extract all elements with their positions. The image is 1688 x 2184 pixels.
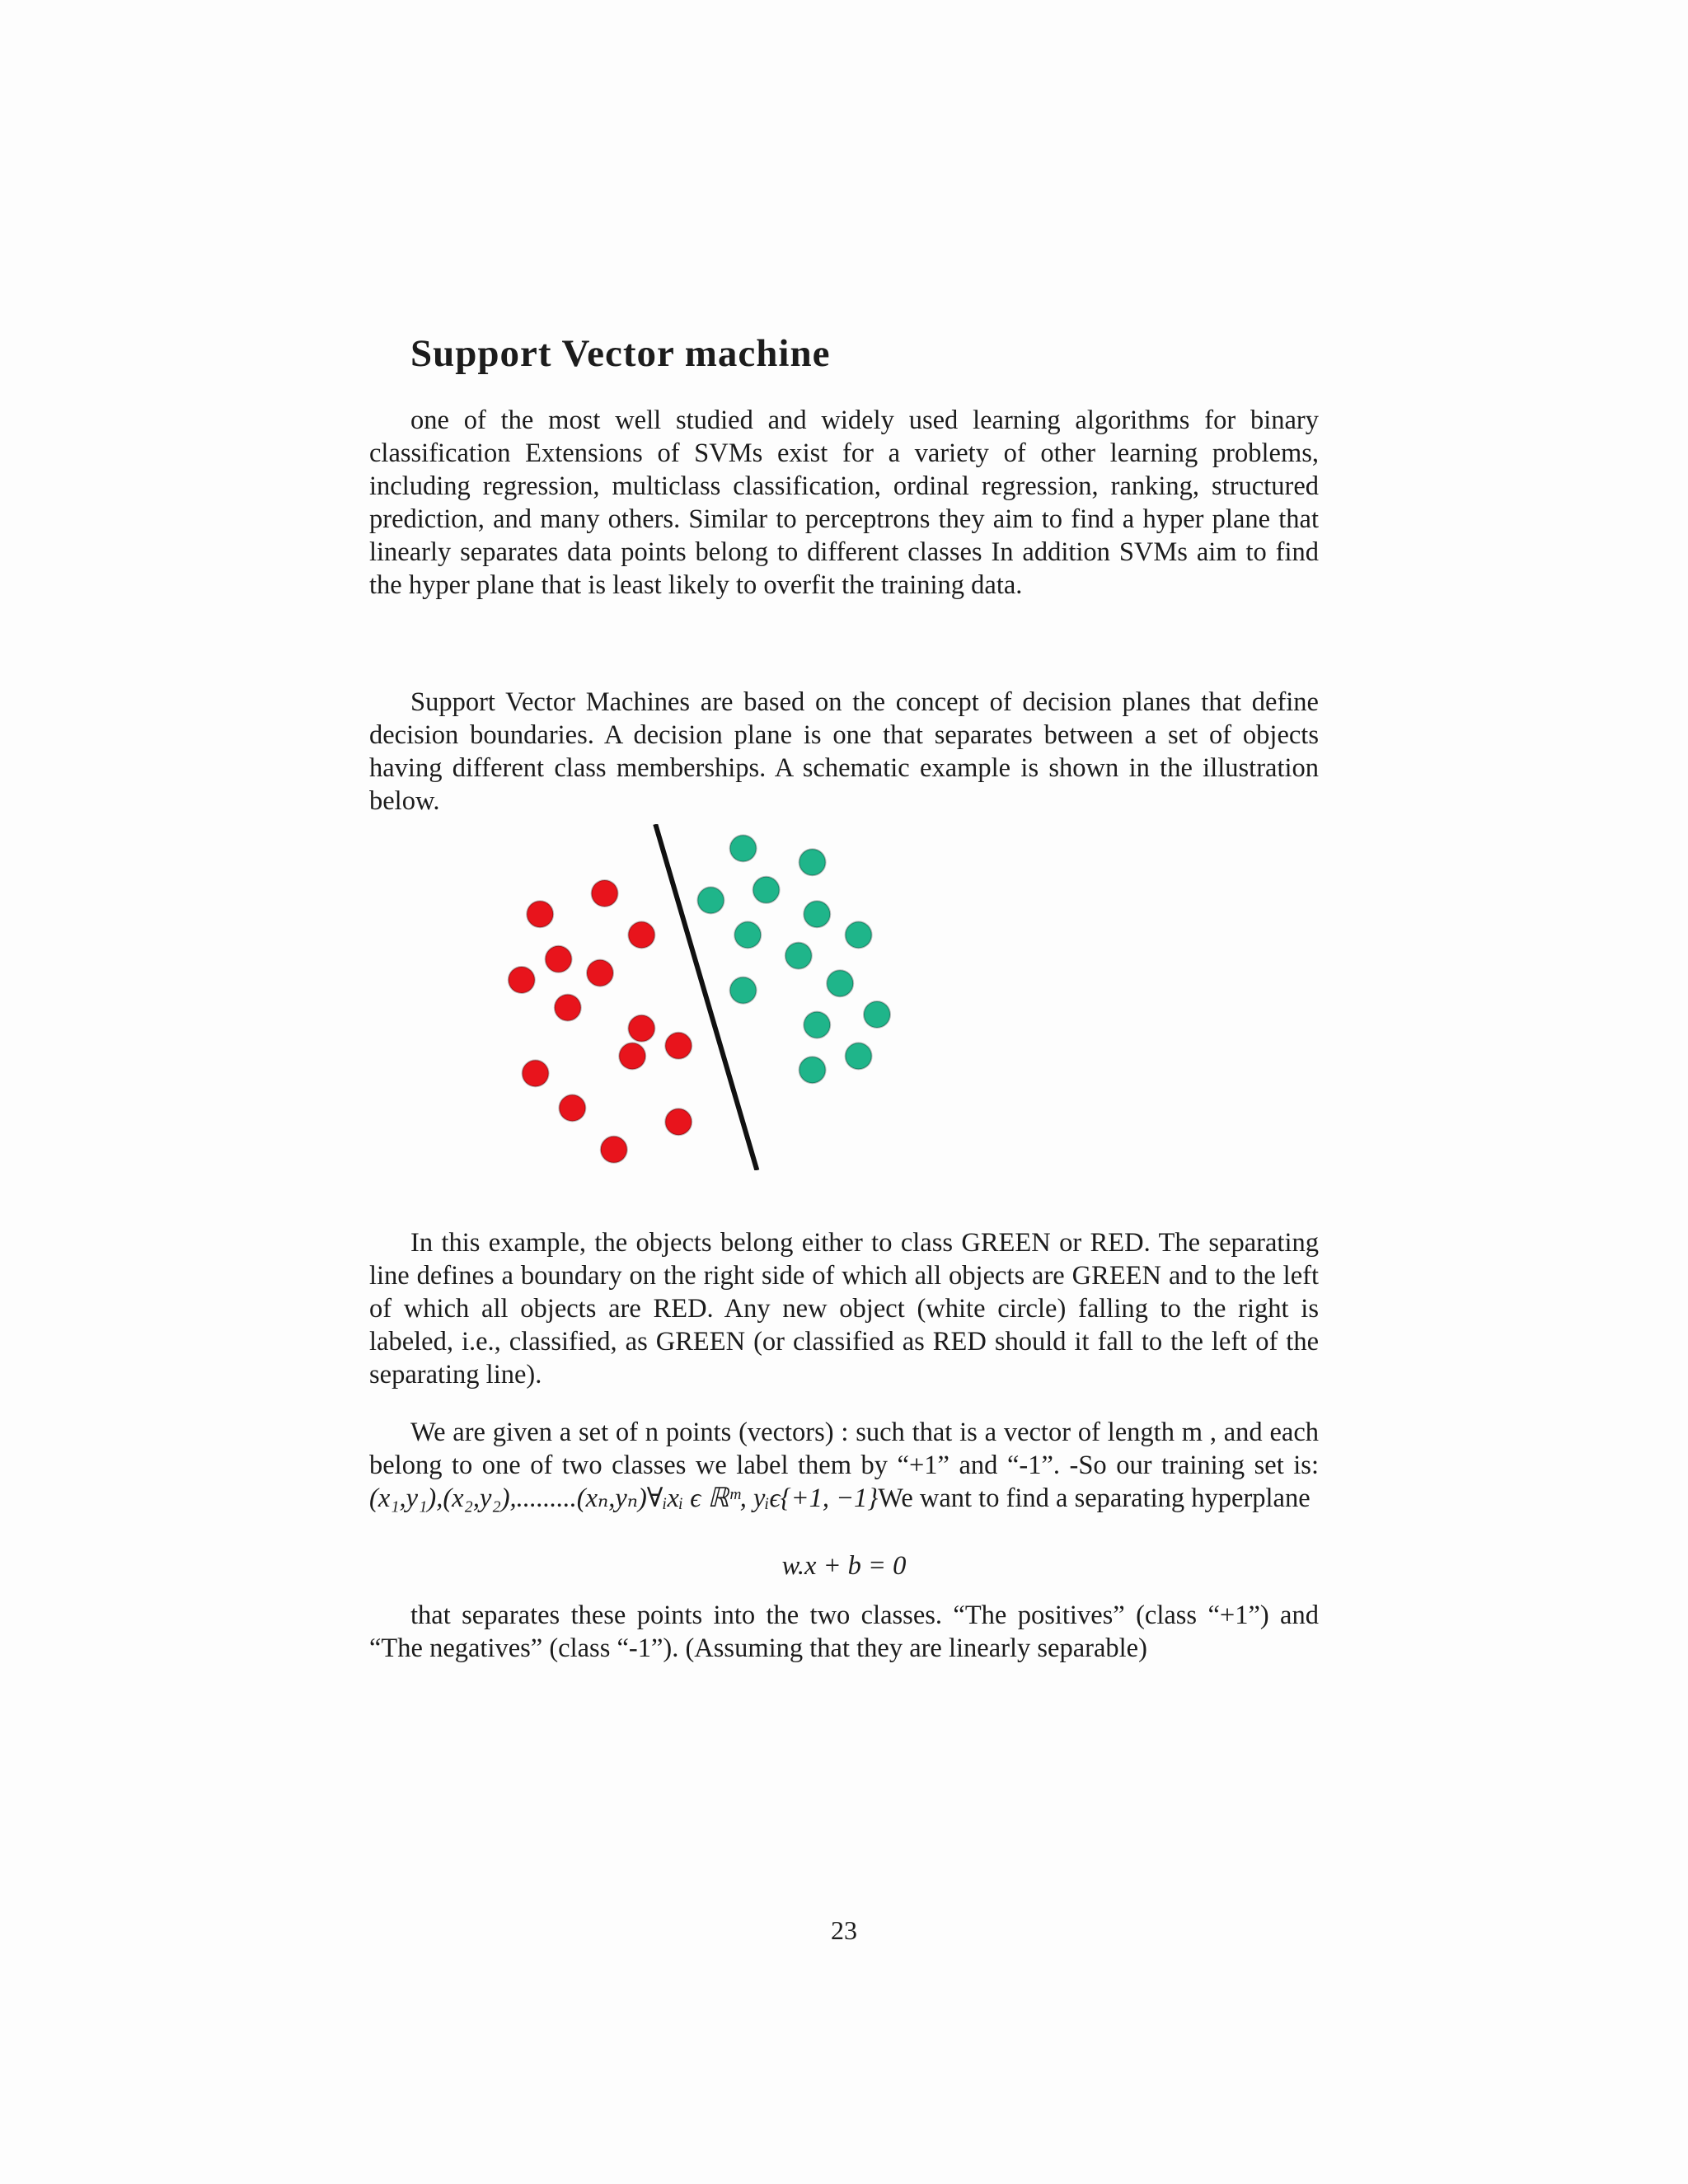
paragraph-training-set bbox=[369, 1416, 1319, 1515]
green-data-point bbox=[864, 1001, 890, 1028]
paragraph-intro: one of the most well studied and widely used learning algorithms for binary classification Extensions of SVMs exist for a variety of other learning problems, including regression, multiclass classification, ordinal regression, ranking, structured prediction, and many others. Similar to perceptrons they aim to find a hyper plane that linearly separates data points belong to different classes In addition SVMs aim to find the hyper plane that is least likely to overfit the training data. bbox=[369, 405, 1319, 600]
red-data-point bbox=[555, 995, 581, 1021]
training-set-math: (x₁,y₁),(x₂,y₂),.........(xₙ,yₙ)∀ᵢxᵢ ϵ ℝᵐ, yᵢϵ{+1, −1} bbox=[369, 1483, 879, 1513]
hyperplane-equation: w.x + b = 0 bbox=[781, 1551, 907, 1581]
green-data-point bbox=[730, 835, 757, 861]
red-data-point bbox=[527, 901, 553, 927]
paragraph-decision-planes: Support Vector Machines are based on the concept of decision planes that define decision boundaries. A decision plane is one that separates between a set of objects having different class memberships. A schematic example is shown in the illustration below. bbox=[369, 687, 1319, 816]
green-data-point bbox=[799, 1057, 826, 1083]
green-data-point bbox=[785, 943, 812, 969]
svm-illustration bbox=[462, 824, 923, 1170]
green-data-point bbox=[804, 901, 830, 927]
green-data-point bbox=[730, 977, 757, 1004]
red-data-point bbox=[628, 921, 654, 948]
paragraph-classes: that separates these points into the two classes. “The positives” (class “+1”) and “The negatives” (class “-1”). (Assuming that they are linearly separable) bbox=[369, 1601, 1319, 1663]
training-set-tail: We want to find a separating hyperplane bbox=[878, 1483, 1311, 1513]
green-data-point bbox=[804, 1012, 830, 1038]
red-data-point bbox=[546, 946, 572, 972]
red-data-point bbox=[587, 960, 613, 987]
training-set-text: We are given a set of n points (vectors) : such that is a vector of length m , and each belong to one of two classes we label them by “+1” and “-1”. -So our training set is: bbox=[369, 1418, 1319, 1480]
paragraph-example: In this example, the objects belong either to class GREEN or RED. The separating line defines a boundary on the right side of which all objects are GREEN and to the left of which all objects are RED. Any new object (white circle) falling to the right is labeled, i.e., classified, as GREEN (or classified as RED should it fall to the left of the separating line). bbox=[369, 1228, 1319, 1390]
red-data-point bbox=[665, 1033, 692, 1059]
green-data-point bbox=[697, 887, 724, 913]
red-data-point bbox=[509, 967, 535, 993]
green-data-point bbox=[846, 921, 872, 948]
red-data-point bbox=[559, 1094, 585, 1121]
section-heading: Support Vector machine bbox=[410, 332, 831, 375]
red-data-point bbox=[628, 1015, 654, 1042]
red-data-point bbox=[665, 1108, 692, 1135]
green-data-point bbox=[753, 877, 780, 903]
green-data-point bbox=[799, 849, 826, 875]
red-data-point bbox=[619, 1043, 645, 1069]
red-data-point bbox=[601, 1137, 627, 1163]
red-data-point bbox=[523, 1060, 549, 1086]
green-data-point bbox=[846, 1043, 872, 1069]
green-data-point bbox=[827, 970, 853, 996]
page-number: 23 bbox=[831, 1915, 857, 1945]
green-data-point bbox=[734, 921, 761, 948]
red-data-point bbox=[592, 880, 618, 907]
